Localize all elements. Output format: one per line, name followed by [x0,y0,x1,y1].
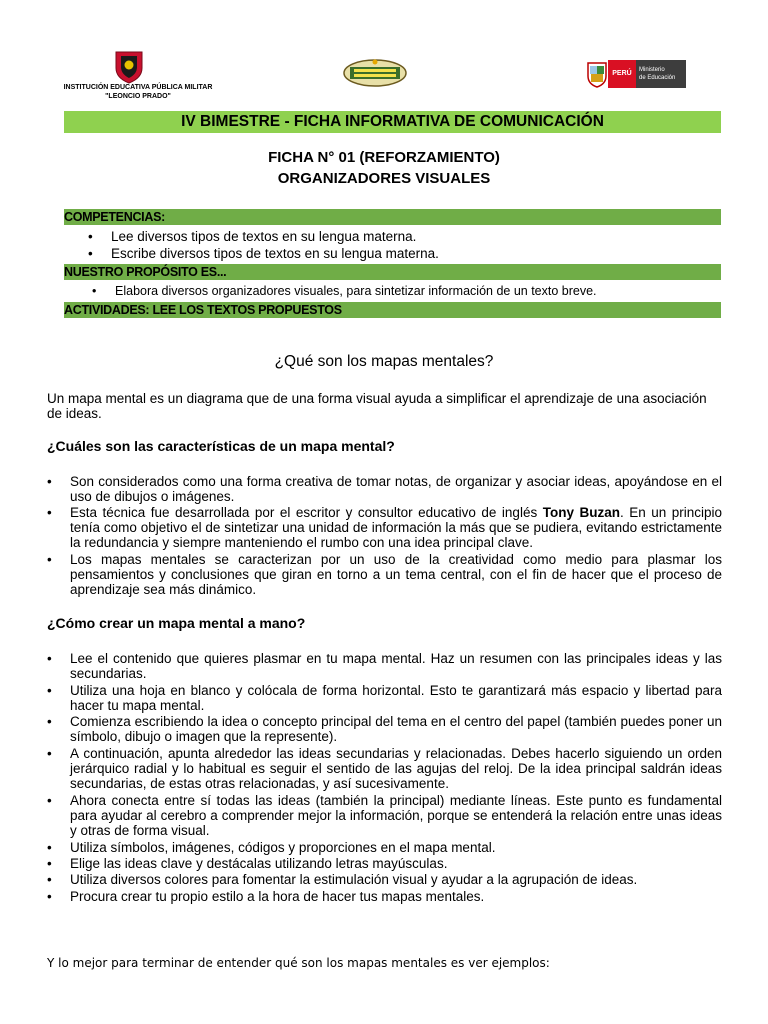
school-crest-logo [112,50,146,84]
list-item: • Son considerados como una forma creativa de tomar notas, de organizar y asociar ideas, apoyándose en el uso de dibujos o imágenes. [47,474,722,505]
bullet-icon: • [47,683,52,698]
bullet-icon: • [47,714,52,729]
peru-label: PERÚ [608,60,636,88]
bullet-icon: • [47,793,52,808]
actividades-heading: ACTIVIDADES: LEE LOS TEXTOS PROPUESTOS [64,302,721,318]
list-item: • Comienza escribiendo la idea o concepto principal del tema en el centro del papel (también puedes poner un símbolo, dibujo o imagen que la represente). [47,714,722,745]
list-item: • Procura crear tu propio estilo a la hora de hacer tus mapas mentales. [47,889,485,904]
proposito-heading: NUESTRO PROPÓSITO ES... [64,264,721,280]
bullet-icon: • [47,746,52,761]
bullet-icon: • [47,651,52,666]
bullet-icon: • [47,889,52,904]
list-item: • A continuación, apunta alrededor las ideas secundarias y relacionadas. Debes hacerlo siguiendo un orden jerárquico radial y lo habitual es seguir el sentido de las agujas del reloj. De la idea principal saldrán ideas secundarias, de estas otras relacionadas, y así sucesivamente. [47,746,722,792]
peru-coat-of-arms-icon [586,60,608,88]
bimestre-banner: IV BIMESTRE - FICHA INFORMATIVA DE COMUNICACIÓN [64,111,721,133]
bullet-icon: • [92,284,97,298]
ficha-title: FICHA N° 01 (REFORZAMIENTO) [268,149,500,166]
competencias-heading: COMPETENCIAS: [64,209,721,225]
peru-ministry-logo [586,58,688,90]
list-item: • Esta técnica fue desarrollada por el escritor y consultor educativo de inglés Tony Buzan. En un principio tenía como objetivo el de sintetizar una unidad de información la más que se pudiera, evitando estrictamente la redundancia y siempre manteniendo el rumbo con una idea principal clave. [47,505,722,551]
bullet-icon: • [47,872,52,887]
list-item: • Ahora conecta entre sí todas las ideas (también la principal) mediante líneas. Este punto es fundamental para ayudar al cerebro a comprender mejor la información, porque se entenderá la relación entre unas ideas y otras de forma visual. [47,793,722,839]
caracteristicas-heading: ¿Cuáles son las características de un mapa mental? [47,438,395,454]
author-name: Tony Buzan [542,505,620,520]
bullet-icon: • [47,856,52,871]
bullet-icon: • [47,552,52,567]
list-item: • Elige las ideas clave y destácalas utilizando letras mayúsculas. [47,856,448,871]
list-item: • Utiliza diversos colores para fomentar la estimulación visual y ayudar a la agrupación de ideas. [47,872,638,887]
institution-name: INSTITUCIÓN EDUCATIVA PÚBLICA MILITAR "LEONCIO PRADO" [63,84,213,100]
bullet-icon: • [47,840,52,855]
bullet-icon: • [88,246,93,261]
list-item: • Utiliza símbolos, imágenes, códigos y proporciones en el mapa mental. [47,840,496,855]
ministry-label: Ministerio de Educación [636,60,686,88]
bullet-icon: • [88,229,93,244]
bullet-icon: • [47,474,52,489]
list-item: • Lee el contenido que quieres plasmar en tu mapa mental. Haz un resumen con las principales ideas y las secundarias. [47,651,722,682]
bullet-icon: • [47,505,52,520]
list-item: • Los mapas mentales se caracterizan por un uso de la creatividad como medio para plasmar los pensamientos y conclusiones que giran en torno a un tema central, con el fin de hacer que el proceso de aprendizaje sea más dinámico. [47,552,722,598]
school-emblem-logo [342,58,408,88]
closing-text: Y lo mejor para terminar de entender qué son los mapas mentales es ver ejemplos: [47,956,550,970]
intro-paragraph: Un mapa mental es un diagrama que de una forma visual ayuda a simplificar el aprendizaje de una asociación de ideas. [47,391,707,421]
section-title: ¿Qué son los mapas mentales? [274,353,494,370]
list-item: • Utiliza una hoja en blanco y colócala de forma horizontal. Esto te garantizará más espacio y libertad para hacer tu mapa mental. [47,683,722,714]
como-crear-heading: ¿Cómo crear un mapa mental a mano? [47,615,306,631]
ficha-subtitle: ORGANIZADORES VISUALES [277,170,491,187]
